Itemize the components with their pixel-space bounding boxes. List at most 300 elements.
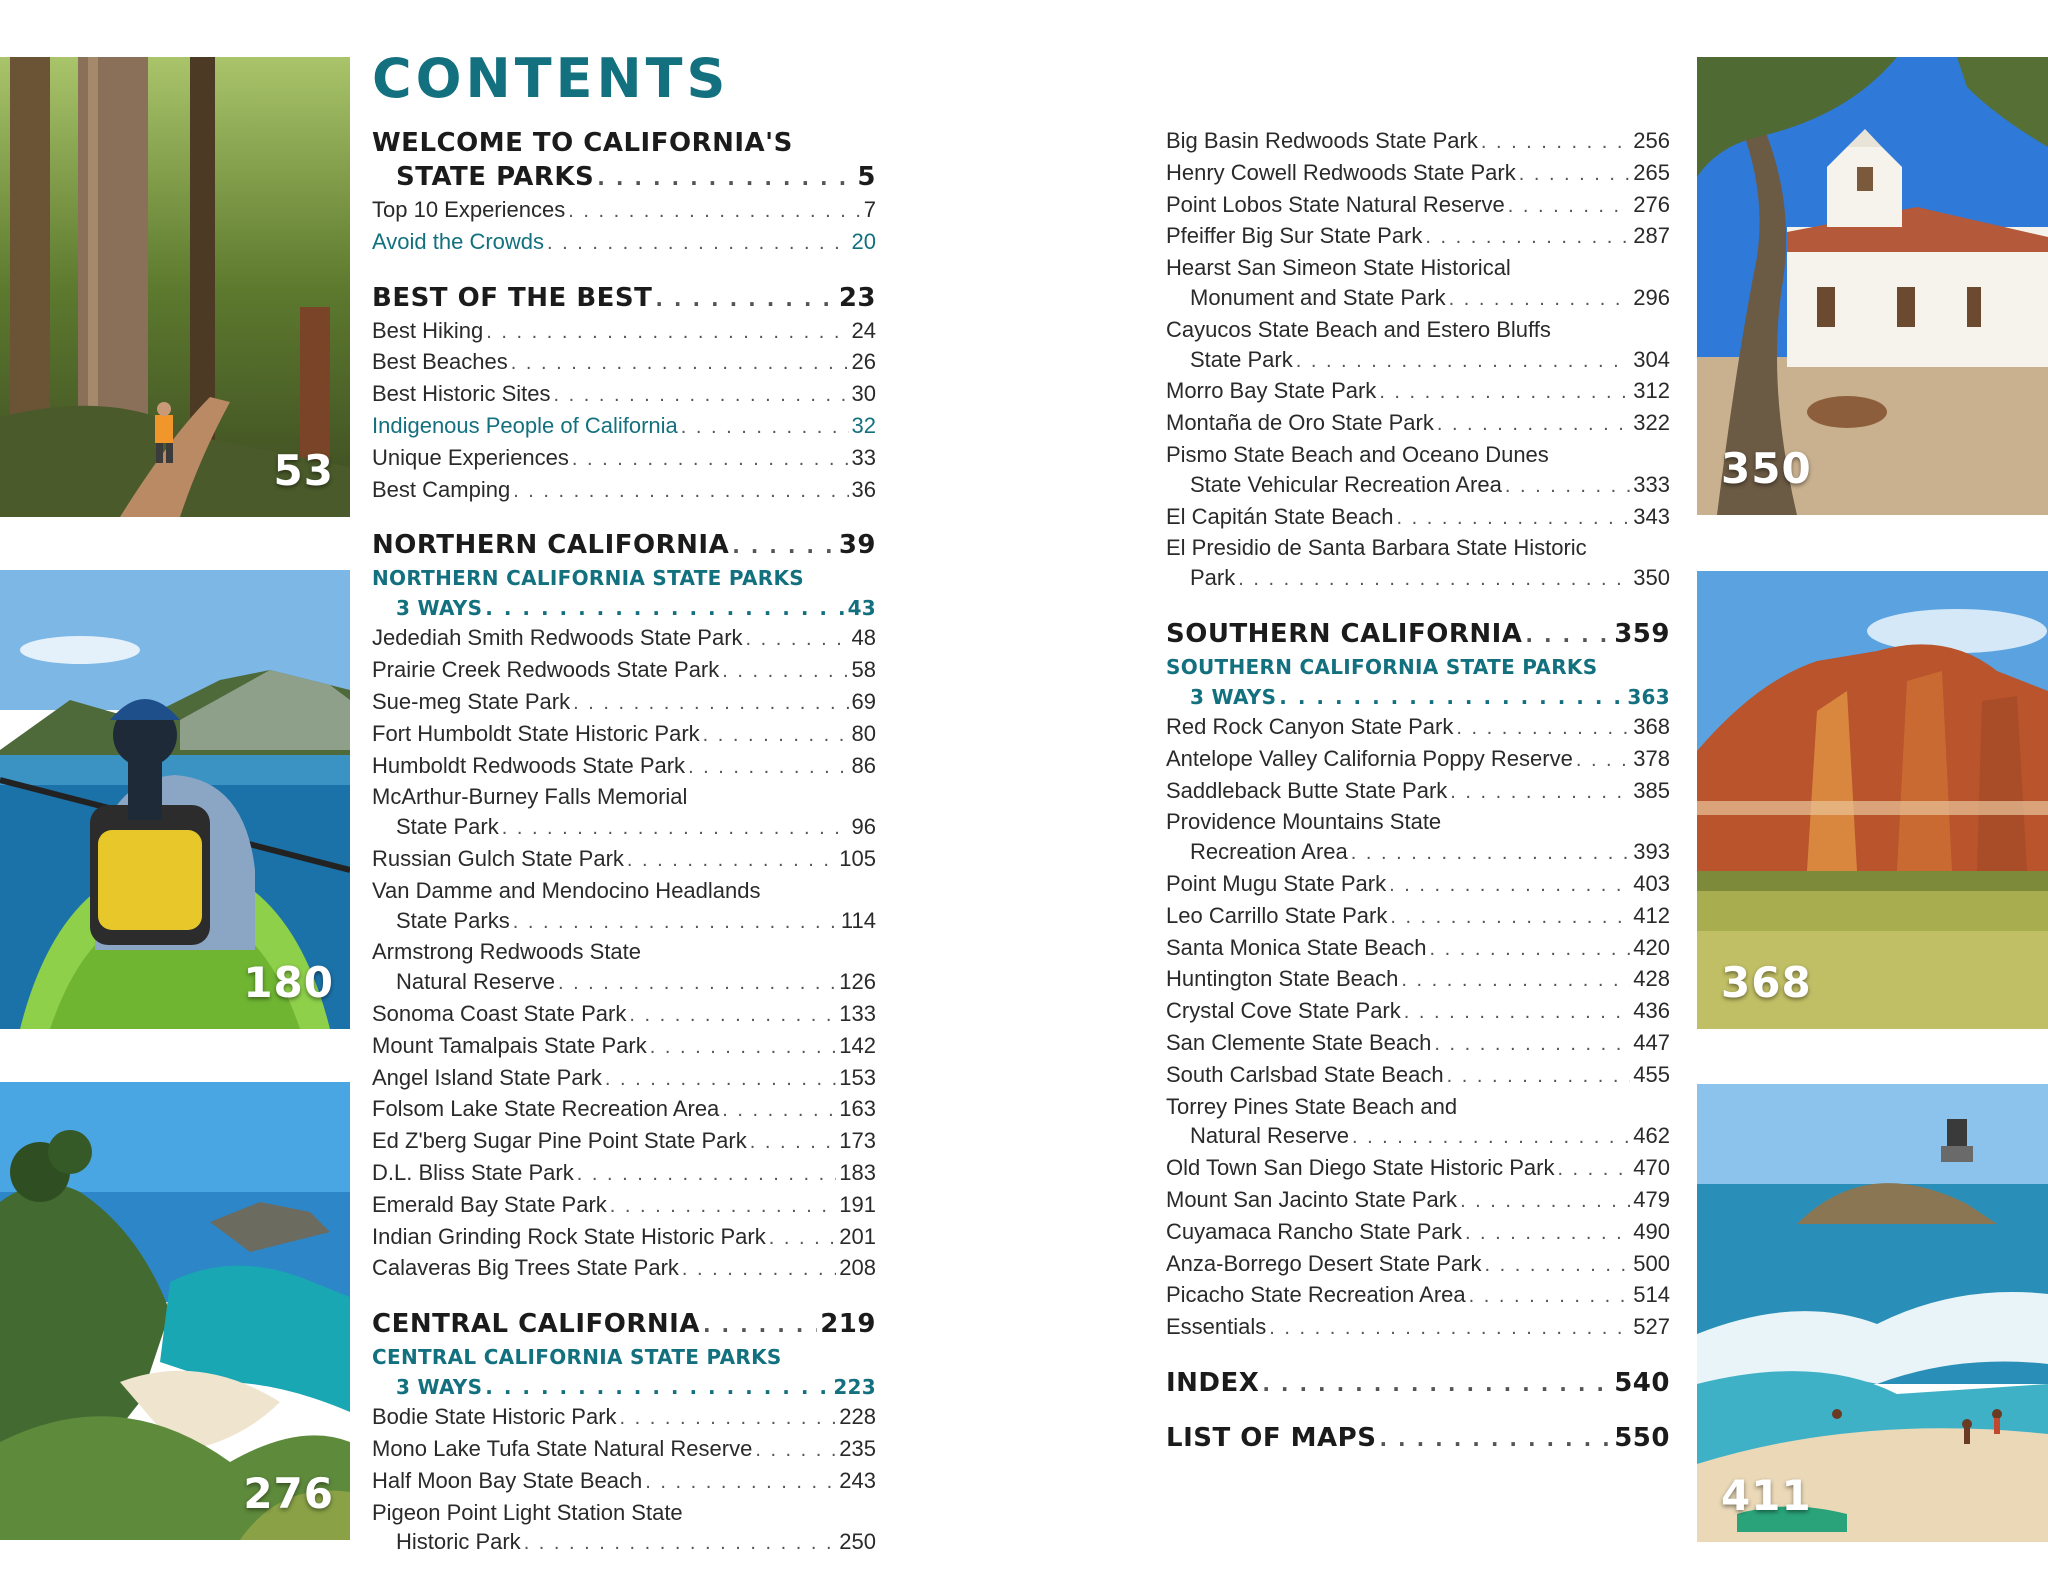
entry-page: 256: [1633, 128, 1670, 153]
toc-entry[interactable]: [372, 623, 876, 655]
toc-section-southern[interactable]: [1166, 617, 1670, 652]
leader-dots: [1430, 935, 1631, 965]
entry-page: 243: [839, 1467, 876, 1493]
toc-entry[interactable]: [372, 687, 876, 719]
entry-label: Cuyamaca Rancho State Park: [1166, 1218, 1462, 1244]
section-page: 39: [838, 530, 876, 561]
entry-label: Best Camping: [372, 476, 511, 502]
entry-page: 208: [839, 1255, 876, 1281]
entry-label: Unique Experiences: [372, 444, 569, 470]
leader-dots: [1425, 223, 1630, 253]
page-number-badge: 368: [1721, 958, 1812, 1007]
entry-label: Angel Island State Park: [372, 1064, 602, 1090]
entry-page: 343: [1633, 503, 1670, 529]
entry-page: 527: [1633, 1314, 1670, 1340]
leader-dots: [1389, 871, 1630, 901]
entry-label-line1: El Presidio de Santa Barbara State Historic: [1166, 535, 1587, 561]
entry-page: 462: [1633, 1123, 1670, 1149]
entry-page: 7: [863, 197, 876, 222]
toc-entry[interactable]: [372, 751, 876, 783]
section-page: 23: [838, 282, 876, 313]
entry-label: State Park: [396, 814, 499, 840]
leader-dots: [1296, 347, 1631, 377]
toc-entry[interactable]: [372, 316, 876, 348]
subsection-title-line1: SOUTHERN CALIFORNIA STATE PARKS: [1166, 654, 1598, 679]
page-number-badge: 350: [1721, 444, 1812, 493]
entry-page: 420: [1633, 934, 1670, 960]
toc-entry[interactable]: [372, 719, 876, 751]
entry-label: Calaveras Big Trees State Park: [372, 1255, 679, 1281]
photo-beach-lifeguard: [1697, 1084, 2048, 1542]
toc-entry[interactable]: [1166, 901, 1670, 933]
subsection-page: 363: [1627, 684, 1670, 709]
entry-label: Huntington State Beach: [1166, 966, 1399, 992]
page-number-badge: 180: [243, 958, 334, 1007]
toc-entry[interactable]: [372, 1063, 876, 1095]
entry-label: Top 10 Experiences: [372, 197, 566, 222]
leader-dots: [627, 846, 836, 876]
entry-label: Recreation Area: [1190, 839, 1348, 865]
entry-label: State Parks: [396, 907, 510, 933]
entry-page: 393: [1633, 839, 1670, 865]
entry-page: 378: [1633, 745, 1670, 771]
toc-entry[interactable]: [372, 906, 876, 938]
entry-label: Leo Carrillo State Park: [1166, 902, 1388, 928]
entry-page: 322: [1633, 410, 1670, 436]
toc-entry[interactable]: [1166, 776, 1670, 808]
entry-label: El Capitán State Beach: [1166, 503, 1394, 529]
entry-page: 58: [851, 657, 876, 683]
toc-entry[interactable]: [1166, 1060, 1670, 1092]
subsection-title-line2: 3 WAYS: [396, 1375, 483, 1400]
entry-label: Old Town San Diego State Historic Park: [1166, 1155, 1555, 1181]
entry-label: Jedediah Smith Redwoods State Park: [372, 625, 743, 651]
entry-label: Sonoma Coast State Park: [372, 1000, 627, 1026]
entry-label: Historic Park: [396, 1529, 521, 1555]
entry-page: 479: [1633, 1186, 1670, 1212]
leader-dots: [1379, 1422, 1611, 1456]
toc-section-list-of-maps[interactable]: [1166, 1421, 1670, 1456]
leader-dots: [1525, 618, 1611, 652]
entry-label: Point Lobos State Natural Reserve: [1166, 191, 1505, 217]
toc-entry[interactable]: [1166, 933, 1670, 965]
leader-dots: [1437, 410, 1630, 440]
entry-label-line1: Van Damme and Mendocino Headlands: [372, 877, 761, 903]
entry-label: Best Beaches: [372, 349, 508, 375]
entry-page: 276: [1633, 191, 1670, 217]
leader-dots: [769, 1224, 837, 1254]
leader-dots: [1450, 778, 1630, 808]
entry-label: Natural Reserve: [396, 969, 555, 995]
leader-dots: [732, 529, 836, 563]
toc-entry[interactable]: [1166, 1121, 1670, 1153]
toc-entry[interactable]: [372, 967, 876, 999]
entry-page: 105: [839, 845, 876, 871]
entry-label: Pfeiffer Big Sur State Park: [1166, 223, 1423, 249]
entry-label: Mono Lake Tufa State Natural Reserve: [372, 1435, 753, 1461]
leader-dots: [750, 1128, 837, 1158]
entry-page: 228: [839, 1404, 876, 1430]
toc-section-northern[interactable]: [372, 528, 876, 563]
leader-dots: [1279, 682, 1624, 712]
entry-page: 368: [1633, 713, 1670, 739]
toc-entry[interactable]: [372, 1031, 876, 1063]
photo-coastal-cove: [0, 1082, 350, 1540]
entry-page: 114: [840, 907, 876, 933]
entry-page: 428: [1633, 966, 1670, 992]
section-welcome-title-line1: WELCOME TO CALIFORNIA'S: [372, 128, 793, 158]
toc-entry[interactable]: [372, 379, 876, 411]
leader-dots: [1505, 472, 1630, 502]
toc-entry[interactable]: [1166, 345, 1670, 377]
leader-dots: [513, 908, 838, 938]
toc-entry[interactable]: [372, 1402, 876, 1434]
leader-dots: [597, 161, 854, 195]
toc-entry[interactable]: [1166, 744, 1670, 776]
toc-entry[interactable]: [372, 1094, 876, 1126]
entry-page: 33: [851, 444, 876, 470]
subsection-title-line1: CENTRAL CALIFORNIA STATE PARKS: [372, 1345, 782, 1370]
entry-label-line1: Hearst San Simeon State Historical: [1166, 255, 1511, 281]
entry-page: 490: [1633, 1218, 1670, 1244]
photo-redwood-hiker: [0, 57, 350, 517]
toc-section-index[interactable]: [1166, 1366, 1670, 1401]
toc-entry[interactable]: [1166, 869, 1670, 901]
entry-label: Henry Cowell Redwoods State Park: [1166, 159, 1516, 185]
entry-label: Mount San Jacinto State Park: [1166, 1186, 1458, 1212]
entry-label: Monument and State Park: [1190, 284, 1446, 310]
toc-entry[interactable]: [1166, 158, 1670, 190]
entry-label: Bodie State Historic Park: [372, 1404, 617, 1430]
leader-dots: [524, 1529, 837, 1559]
photo-red-rock-canyon: [1697, 571, 2048, 1029]
leader-dots: [486, 318, 848, 348]
entry-page: 296: [1633, 284, 1670, 310]
section-page: 219: [820, 1309, 876, 1340]
leader-dots: [1576, 746, 1630, 776]
entry-page: 32: [851, 412, 876, 438]
toc-entry[interactable]: [1166, 837, 1670, 869]
leader-dots: [568, 197, 861, 227]
toc-entry-highlight[interactable]: [372, 227, 876, 259]
entry-label: Natural Reserve: [1190, 1123, 1349, 1149]
toc-entry[interactable]: [1166, 1028, 1670, 1060]
leader-dots: [577, 1160, 837, 1190]
toc-entry[interactable]: [1166, 283, 1670, 315]
toc-entry[interactable]: [372, 1527, 876, 1559]
entry-label-line1: Cayucos State Beach and Estero Bluffs: [1166, 316, 1551, 342]
leader-dots: [1447, 1062, 1631, 1092]
entry-label: Anza-Borrego Desert State Park: [1166, 1250, 1482, 1276]
leader-dots: [554, 381, 849, 411]
leader-dots: [1519, 160, 1631, 190]
leader-dots: [485, 1372, 830, 1402]
leader-dots: [682, 1255, 836, 1285]
leader-dots: [1484, 1251, 1630, 1281]
entry-label: Emerald Bay State Park: [372, 1191, 607, 1217]
entry-label-line1: Torrey Pines State Beach and: [1166, 1093, 1458, 1119]
entry-label: Humboldt Redwoods State Park: [372, 752, 686, 778]
entry-label: Picacho State Recreation Area: [1166, 1282, 1466, 1308]
entry-page: 350: [1633, 565, 1670, 591]
section-title: BEST OF THE BEST: [372, 282, 653, 313]
entry-label-line1: McArthur-Burney Falls Memorial: [372, 784, 688, 810]
entry-page: 312: [1633, 378, 1670, 404]
leader-dots: [547, 229, 849, 259]
leader-dots: [1262, 1367, 1611, 1401]
leader-dots: [1449, 285, 1631, 315]
entry-page: 436: [1633, 998, 1670, 1024]
toc-entry[interactable]: [372, 1466, 876, 1498]
leader-dots: [681, 413, 849, 443]
entry-label: Big Basin Redwoods State Park: [1166, 128, 1478, 153]
leader-dots: [1269, 1314, 1630, 1344]
entry-page: 26: [851, 349, 876, 375]
entry-page: 126: [839, 969, 876, 995]
entry-label: D.L. Bliss State Park: [372, 1159, 574, 1185]
section-page: 540: [1614, 1367, 1670, 1398]
toc-entry[interactable]: [372, 999, 876, 1031]
toc-subsection-northern-3-ways[interactable]: [372, 593, 876, 623]
leader-dots: [655, 282, 835, 316]
entry-page: 470: [1633, 1155, 1670, 1181]
entry-page: 265: [1633, 159, 1670, 185]
toc-entry-highlight[interactable]: [372, 411, 876, 443]
toc-right-column: [1166, 126, 1670, 1456]
toc-left-column: [372, 126, 876, 1559]
toc-entry[interactable]: [1166, 996, 1670, 1028]
toc-entry[interactable]: [372, 1253, 876, 1285]
toc-entry[interactable]: [1166, 470, 1670, 502]
leader-dots: [703, 721, 849, 751]
toc-entry[interactable]: [372, 347, 876, 379]
entry-page: 24: [851, 317, 876, 343]
toc-entry[interactable]: [1166, 502, 1670, 534]
toc-entry[interactable]: [372, 475, 876, 507]
entry-label: Santa Monica State Beach: [1166, 934, 1427, 960]
entry-label: Indian Grinding Rock State Historic Park: [372, 1223, 766, 1249]
leader-dots: [629, 1001, 836, 1031]
leader-dots: [1434, 1030, 1630, 1060]
entry-label: STATE PARKS: [396, 162, 595, 192]
entry-page: 96: [851, 814, 876, 840]
toc-entry[interactable]: [372, 844, 876, 876]
entry-page: 142: [839, 1032, 876, 1058]
entry-page: 163: [839, 1096, 876, 1122]
toc-entry[interactable]: [372, 812, 876, 844]
toc-entry[interactable]: [1166, 1217, 1670, 1249]
page-number-badge: 276: [243, 1469, 334, 1518]
toc-entry[interactable]: [1166, 1280, 1670, 1312]
toc-entry[interactable]: [372, 195, 876, 227]
leader-dots: [1351, 839, 1631, 869]
toc-section-best[interactable]: [372, 281, 876, 316]
leader-dots: [1401, 966, 1630, 996]
entry-label: Point Mugu State Park: [1166, 870, 1387, 896]
leader-dots: [511, 349, 849, 379]
toc-entry[interactable]: [1166, 1249, 1670, 1281]
entry-label: Folsom Lake State Recreation Area: [372, 1096, 720, 1122]
leader-dots: [1481, 128, 1630, 158]
entry-page: 385: [1633, 777, 1670, 803]
entry-label: Red Rock Canyon State Park: [1166, 713, 1454, 739]
leader-dots: [722, 1096, 836, 1126]
section-title: INDEX: [1166, 1367, 1260, 1398]
page-number-badge: 411: [1721, 1471, 1812, 1520]
entry-label: Avoid the Crowds: [372, 228, 545, 254]
leader-dots: [1390, 903, 1630, 933]
entry-label-line1: Pismo State Beach and Oceano Dunes: [1166, 441, 1549, 467]
entry-page: 30: [851, 381, 876, 407]
entry-page: 235: [839, 1435, 876, 1461]
page-number-badge: 53: [273, 446, 334, 495]
toc-entry[interactable]: [1166, 712, 1670, 744]
subsection-title-line2: 3 WAYS: [1190, 684, 1277, 709]
entry-label: Antelope Valley California Poppy Reserve: [1166, 745, 1573, 771]
entry-label: Best Hiking: [372, 317, 484, 343]
leader-dots: [755, 1436, 836, 1466]
leader-dots: [1469, 1282, 1631, 1312]
section-title: LIST OF MAPS: [1166, 1422, 1377, 1453]
entry-label: San Clemente State Beach: [1166, 1029, 1432, 1055]
toc-entry[interactable]: [372, 1222, 876, 1254]
entry-label: Morro Bay State Park: [1166, 378, 1377, 404]
toc-subsection-central-3-ways[interactable]: [372, 1372, 876, 1402]
entry-label: Saddleback Butte State Park: [1166, 777, 1448, 803]
entry-label: State Vehicular Recreation Area: [1190, 471, 1502, 497]
toc-entry[interactable]: [372, 1126, 876, 1158]
subsection-page: 223: [833, 1375, 876, 1400]
entry-label: State Park: [1190, 346, 1293, 372]
entry-page: 173: [839, 1128, 876, 1154]
leader-dots: [1352, 1123, 1630, 1153]
leader-dots: [746, 625, 849, 655]
entry-page: 191: [839, 1191, 876, 1217]
entry-label: Half Moon Bay State Beach: [372, 1467, 643, 1493]
leader-dots: [703, 1308, 817, 1342]
entry-page: 5: [857, 162, 876, 192]
leader-dots: [558, 969, 836, 999]
toc-entry[interactable]: [1166, 1153, 1670, 1185]
leader-dots: [485, 593, 844, 623]
entry-page: 412: [1633, 902, 1670, 928]
entry-page: 287: [1633, 223, 1670, 249]
section-page: 550: [1614, 1422, 1670, 1453]
entry-label: Indigenous People of California: [372, 412, 678, 438]
entry-page: 333: [1633, 471, 1670, 497]
entry-page: 250: [839, 1529, 876, 1555]
toc-entry[interactable]: [372, 1434, 876, 1466]
entry-label-line1: Pigeon Point Light Station State: [372, 1499, 683, 1525]
entry-page: 304: [1633, 346, 1670, 372]
leader-dots: [1396, 504, 1630, 534]
toc-section-central[interactable]: [372, 1307, 876, 1342]
entry-page: 447: [1633, 1029, 1670, 1055]
leader-dots: [502, 814, 849, 844]
leader-dots: [650, 1033, 837, 1063]
entry-label: Best Historic Sites: [372, 381, 551, 407]
leader-dots: [722, 657, 848, 687]
entry-label: Sue-meg State Park: [372, 688, 571, 714]
leader-dots: [688, 753, 848, 783]
toc-entry[interactable]: [372, 443, 876, 475]
toc-entry[interactable]: [1166, 1185, 1670, 1217]
entry-page: 500: [1633, 1250, 1670, 1276]
subsection-page: 43: [847, 596, 876, 621]
entry-label: Essentials: [1166, 1314, 1267, 1340]
leader-dots: [513, 477, 848, 507]
entry-page: 36: [851, 476, 876, 502]
entry-page: 153: [839, 1064, 876, 1090]
entry-label-line1: Armstrong Redwoods State: [372, 939, 642, 965]
entry-label: Montaña de Oro State Park: [1166, 410, 1434, 436]
entry-label: Crystal Cove State Park: [1166, 998, 1401, 1024]
toc-entry[interactable]: [372, 655, 876, 687]
section-title: CENTRAL CALIFORNIA: [372, 1309, 700, 1340]
section-title: NORTHERN CALIFORNIA: [372, 530, 730, 561]
entry-page: 133: [839, 1000, 876, 1026]
toc-subsection-southern-3-ways[interactable]: [1166, 682, 1670, 712]
toc-entry[interactable]: [372, 1190, 876, 1222]
entry-page: 86: [851, 752, 876, 778]
toc-entry[interactable]: [1166, 1312, 1670, 1344]
entry-label: Park: [1190, 565, 1236, 591]
toc-entry[interactable]: [1166, 221, 1670, 253]
leader-dots: [1238, 565, 1630, 595]
page-title: CONTENTS: [372, 47, 730, 110]
toc-entry[interactable]: [1166, 126, 1670, 158]
toc-entry[interactable]: [1166, 376, 1670, 408]
leader-dots: [1456, 714, 1630, 744]
entry-page: 201: [839, 1223, 876, 1249]
toc-entry-welcome[interactable]: [372, 160, 876, 195]
entry-label: Russian Gulch State Park: [372, 845, 624, 871]
leader-dots: [1508, 192, 1631, 222]
leader-dots: [605, 1065, 836, 1095]
toc-entry[interactable]: [1166, 563, 1670, 595]
entry-label: Mount Tamalpais State Park: [372, 1032, 647, 1058]
toc-entry[interactable]: [1166, 964, 1670, 996]
section-title: SOUTHERN CALIFORNIA: [1166, 618, 1523, 649]
entry-page: 183: [839, 1159, 876, 1185]
leader-dots: [1460, 1187, 1630, 1217]
toc-entry[interactable]: [372, 1158, 876, 1190]
entry-page: 48: [851, 625, 876, 651]
entry-label: Prairie Creek Redwoods State Park: [372, 657, 720, 683]
section-page: 359: [1614, 618, 1670, 649]
leader-dots: [620, 1404, 837, 1434]
leader-dots: [1465, 1219, 1630, 1249]
entry-page: 514: [1633, 1282, 1670, 1308]
entry-page: 69: [851, 688, 876, 714]
leader-dots: [1557, 1155, 1630, 1185]
leader-dots: [1379, 378, 1630, 408]
leader-dots: [572, 445, 849, 475]
entry-page: 80: [851, 720, 876, 746]
entry-page: 455: [1633, 1061, 1670, 1087]
toc-entry[interactable]: [1166, 190, 1670, 222]
subsection-title-line1: NORTHERN CALIFORNIA STATE PARKS: [372, 566, 805, 591]
leader-dots: [573, 689, 848, 719]
leader-dots: [645, 1468, 836, 1498]
entry-label: South Carlsbad State Beach: [1166, 1061, 1444, 1087]
entry-label-line1: Providence Mountains State: [1166, 809, 1442, 835]
entry-page: 403: [1633, 870, 1670, 896]
entry-label: Fort Humboldt State Historic Park: [372, 720, 700, 746]
toc-entry[interactable]: [1166, 408, 1670, 440]
entry-page: 20: [851, 228, 876, 254]
photo-kayaker: [0, 570, 350, 1029]
